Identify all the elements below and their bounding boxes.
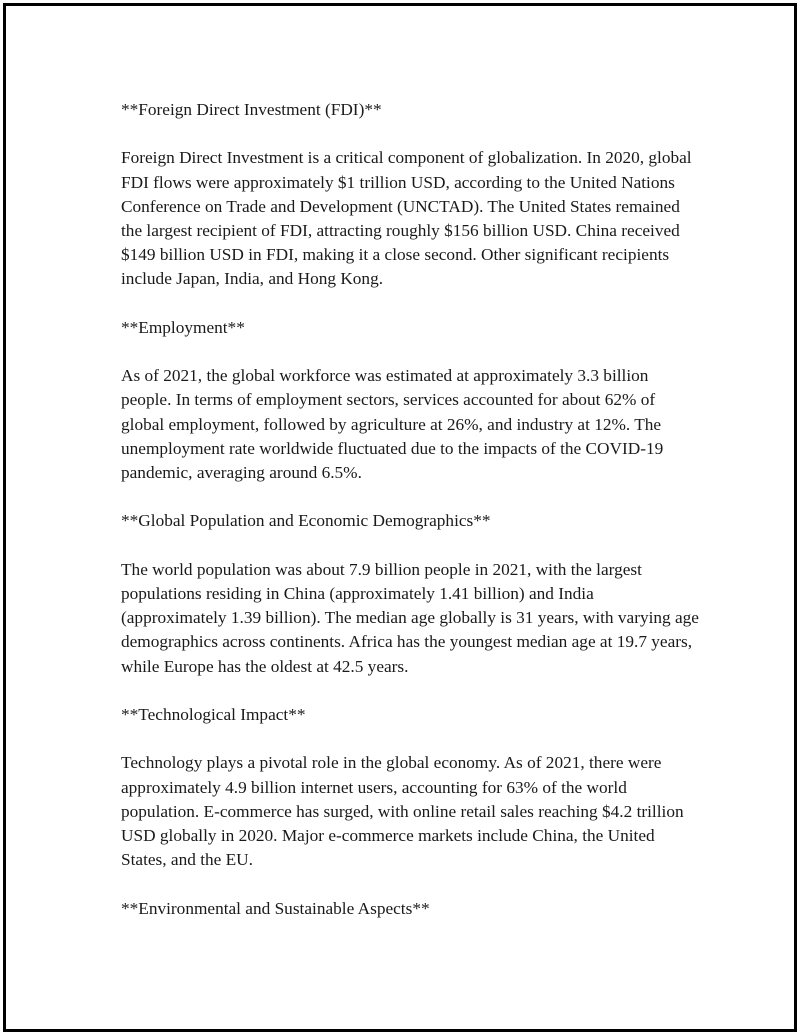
section-heading: **Technological Impact** bbox=[121, 704, 306, 724]
section-heading: **Employment** bbox=[121, 317, 245, 337]
section-technology bbox=[121, 703, 701, 872]
section-environment bbox=[121, 897, 701, 921]
document-body bbox=[121, 98, 701, 945]
section-heading: **Global Population and Economic Demographics** bbox=[121, 511, 491, 531]
section-heading: **Environmental and Sustainable Aspects** bbox=[121, 898, 430, 918]
section-fdi bbox=[121, 98, 701, 292]
section-paragraph: The world population was about 7.9 billion people in 2021, with the largest populations residing in China (approximately 1.41 billion) and India (approximately 1.39 billion). The median age globally is 31 years, with varying age demographics across continents. Africa has the youngest median age at 19.7 years, while Europe has the oldest at 42.5 years. bbox=[121, 559, 699, 676]
page-frame bbox=[3, 3, 797, 1032]
section-paragraph: Technology plays a pivotal role in the global economy. As of 2021, there were approximately 4.9 billion internet users, accounting for 63% of the world population. E-commerce has surged, with online retail sales reaching $4.2 trillion USD globally in 2020. Major e-commerce markets include China, the United States, and the EU. bbox=[121, 753, 684, 870]
section-paragraph: Foreign Direct Investment is a critical component of globalization. In 2020, global FDI flows were approximately $1 trillion USD, according to the United Nations Conference on Trade and Development (UNCTAD). The United States remained the largest recipient of FDI, attracting roughly $156 billion USD. China received $149 billion USD in FDI, making it a close second. Other significant recipients include Japan, India, and Hong Kong. bbox=[121, 148, 692, 289]
section-paragraph: As of 2021, the global workforce was estimated at approximately 3.3 billion people. In terms of employment sectors, services accounted for about 62% of global employment, followed by agriculture at 26%, and industry at 12%. The unemployment rate worldwide fluctuated due to the impacts of the COVID-19 pandemic, averaging around 6.5%. bbox=[121, 366, 664, 482]
section-population bbox=[121, 509, 701, 678]
section-employment bbox=[121, 316, 701, 485]
section-heading: **Foreign Direct Investment (FDI)** bbox=[121, 100, 382, 119]
